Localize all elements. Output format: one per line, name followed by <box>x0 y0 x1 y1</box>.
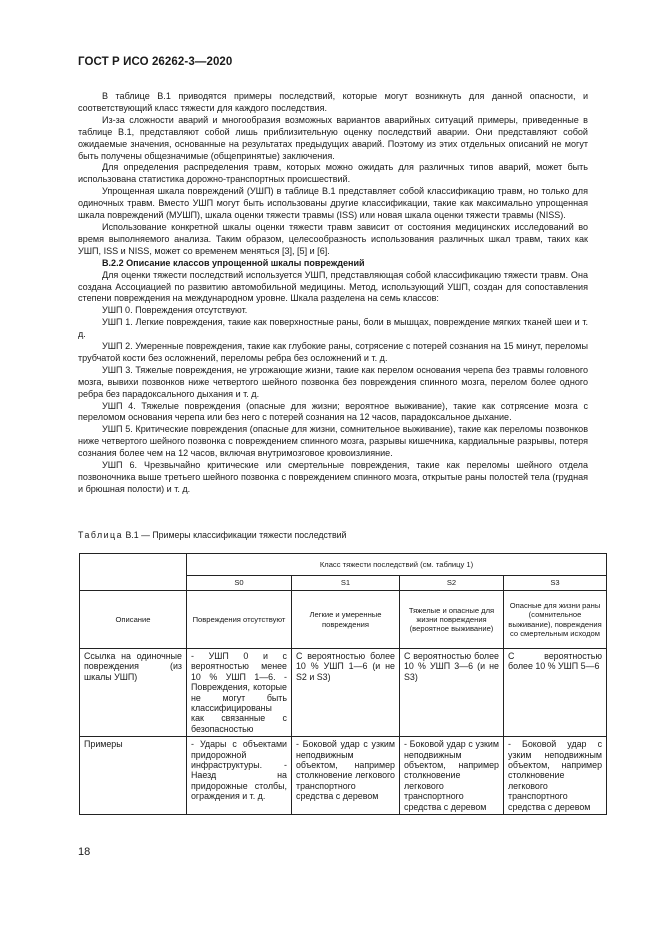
severity-table <box>79 553 607 815</box>
table-caption-label: Таблица <box>78 530 123 540</box>
description-s3: Опасные для жизни раны (сомнительное выживание), повреждения со смертельным исходом <box>504 591 607 649</box>
table-caption-text: В.1 — Примеры классификации тяжести последствий <box>125 530 347 540</box>
table-cell: - Удары с объектами придорожной инфраструктуры. - Наезд на придорожные столбы, ограждения и т. д. <box>187 737 292 815</box>
paragraph: УШП 5. Критические повреждения (опасные для жизни, сомнительное выживание), такие как переломы позвонков ниже четвертого шейного позвонка с повреждением спинного мозга, разрывы кишечника, кардиальные разрывы, потеря сознания более чем на 12 часов, включая внутримозговое кровоизлияние. <box>78 424 588 459</box>
paragraph: УШП 4. Тяжелые повреждения (опасные для жизни; вероятное выживание), такие как сотрясение мозга с переломом основания черепа или без него с потерей сознания на 12 часов, парадоксальное дыхание. <box>78 400 588 423</box>
class-group-header: Класс тяжести последствий (см. таблицу 1) <box>187 554 607 576</box>
table-cell: - Боковой удар с узким неподвижным объектом, например столкновение легкового транспортного средства с деревом <box>400 737 504 815</box>
paragraph: В таблице В.1 приводятся примеры последствий, которые могут возникнуть для данной опасности, и соответствующий класс тяжести для каждого последствия. <box>78 91 588 113</box>
table-cell: С вероятностью более 10 % УШП 5—6 <box>504 649 607 737</box>
paragraph: УШП 0. Повреждения отсутствуют. <box>102 305 248 316</box>
paragraph: Для определения распределения травм, которых можно ожидать для различных типов аварий, может быть использована статистика дорожно-транспортных происшествий. <box>78 162 588 185</box>
table-row <box>80 649 607 737</box>
class-header-s2: S2 <box>400 576 504 591</box>
table-description-row <box>80 591 607 649</box>
table-header-row <box>80 554 607 576</box>
table-cell: - Боковой удар с узким неподвижным объектом, например столкновение легкового транспортного средства с деревом <box>504 737 607 815</box>
description-s1: Легкие и умеренные повреждения <box>292 591 400 649</box>
table-corner-cell <box>80 554 187 591</box>
paragraph: УШП 2. Умеренные повреждения, такие как глубокие раны, сотрясение с потерей сознания на 15 минут, переломы трубчатой кости без осложнений, переломы ребра без осложнений и т. д. <box>78 341 588 363</box>
description-s2: Тяжелые и опасные для жизни повреждения (вероятное выживание) <box>400 591 504 649</box>
description-label: Описание <box>80 591 187 649</box>
section-title: В.2.2 Описание классов упрощенной шкалы повреждений <box>102 257 365 268</box>
table-caption <box>78 530 346 540</box>
paragraph: Для оценки тяжести последствий используется УШП, представляющая собой классификацию тяжести травм. Она создана Ассоциацией по развитию автомобильной медицины. Метод, использующий УШП, создан для сопоставления степени повреждения на международном уровне. Шкала разделена на семь классов: <box>78 269 588 304</box>
row-label: Примеры <box>80 737 187 815</box>
document-body <box>78 91 588 496</box>
paragraph: УШП 1. Легкие повреждения, такие как поверхностные раны, боли в мышцах, повреждение мягких тканей шеи и т. д. <box>78 317 588 340</box>
page-number: 18 <box>78 846 91 858</box>
class-header-s0: S0 <box>187 576 292 591</box>
row-label: Ссылка на одиночные повреждения (из шкалы УШП) <box>80 649 187 737</box>
description-s0: Повреждения отсутствуют <box>187 591 292 649</box>
table-cell: С вероятностью более 10 % УШП 3—6 (и не S3) <box>400 649 504 737</box>
table-cell: - Боковой удар с узким неподвижным объектом, например столкновение легкового транспортного средства с деревом <box>292 737 400 815</box>
document-header: ГОСТ Р ИСО 26262-3—2020 <box>78 56 233 68</box>
paragraph: Упрощенная шкала повреждений (УШП) в таблице В.1 представляет собой классификацию травм, но только для одиночных травм. Вместо УШП могут быть использованы другие классификации, такие как максимально упрощенная шкала повреждений (МУШП), шкала оценки тяжести травмы (ISS) или новая шкала оценки тяжести травмы (NISS). <box>78 186 588 221</box>
paragraph: Использование конкретной шкалы оценки тяжести травм зависит от состояния медицинских исследований во время выполняемого анализа. Таким образом, целесообразность использования различных шкал травм, таких как УШП, ISS и NISS, может со временем меняться [3], [5] и [6]. <box>78 221 588 256</box>
table-row <box>80 737 607 815</box>
table-cell: - УШП 0 и с вероятностью менее 10 % УШП 1—6. - Повреждения, которые не могут быть классифицированы как связанные с безопасностью <box>187 649 292 737</box>
class-header-s3: S3 <box>504 576 607 591</box>
table-cell: С вероятностью более 10 % УШП 1—6 (и не S2 и S3) <box>292 649 400 737</box>
paragraph: УШП 3. Тяжелые повреждения, не угрожающие жизни, такие как перелом основания черепа без травмы головного мозга, вывихи позвонков ниже четвертого шейного позвонка без повреждения спинного мозга, перелом более одного ребра без парадоксального дыхания и т. д. <box>78 364 588 399</box>
paragraph: Из-за сложности аварий и многообразия возможных вариантов аварийных ситуаций примеры, приведенные в таблице В.1, представляют собой лишь приблизительную оценку последствий аварии. Они представляют собой ожидаемые значения, основанные на результатах предыдущих аварий. Поэтому из этих отдельных описаний не могут быть получены общезначимые (общепринятые) заключения. <box>78 114 588 161</box>
class-header-s1: S1 <box>292 576 400 591</box>
paragraph: УШП 6. Чрезвычайно критические или смертельные повреждения, такие как переломы шейного отдела позвоночника выше третьего шейного позвонка с повреждением спинного мозга, открытые раны полостей тела (грудная и брюшная полости) и т. д. <box>78 460 588 494</box>
